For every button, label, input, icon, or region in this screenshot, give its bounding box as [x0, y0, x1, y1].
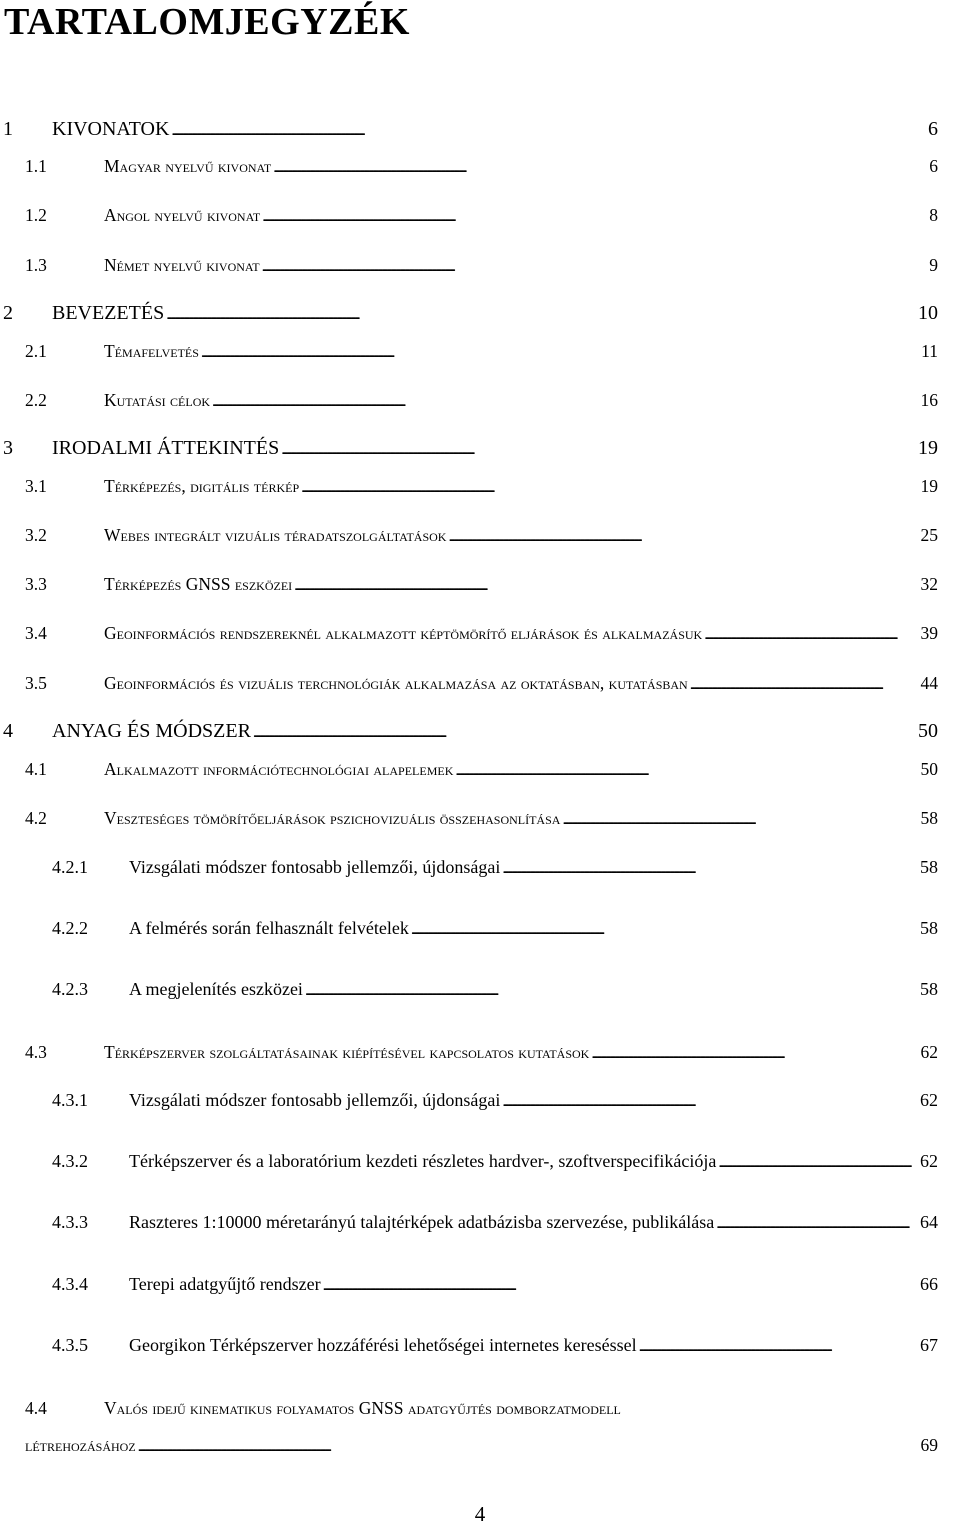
- toc-dot-leader: [502, 1090, 919, 1111]
- toc-entry-number: 4.3.3: [52, 1212, 88, 1232]
- toc-dot-leader: [690, 673, 920, 694]
- toc-entry-3-2[interactable]: [0, 525, 938, 549]
- toc-dot-leader: [262, 205, 928, 226]
- toc-entry-page: 62: [920, 1151, 938, 1171]
- toc-entry-4-3-1[interactable]: [0, 1090, 938, 1114]
- toc-entry-3[interactable]: [0, 437, 938, 463]
- toc-entry-title: BEVEZETÉS: [52, 302, 165, 324]
- toc-entry-number: 4.4: [25, 1398, 47, 1418]
- toc-entry-number: 2.1: [25, 341, 47, 361]
- toc-entry-title: Geoinformációs rendszereknél alkalmazott képtömörítő eljárások és alkalmazásuk: [104, 623, 703, 643]
- toc-entry-4-1[interactable]: [0, 759, 938, 783]
- page-title: TARTALOMJEGYZÉK: [4, 1, 410, 43]
- toc-entry-page: 67: [920, 1335, 938, 1355]
- toc-entry-title: Térképezés, digitális térkép: [104, 476, 300, 496]
- toc-entry-4-3-3[interactable]: [0, 1212, 938, 1236]
- toc-entry-1[interactable]: [0, 118, 938, 144]
- toc-entry-title: Vizsgálati módszer fontosabb jellemzői, újdonságai: [129, 1090, 501, 1110]
- toc-dot-leader: [716, 1212, 919, 1233]
- toc-entry-page: 19: [918, 437, 938, 459]
- toc-entry-number: 1.3: [25, 255, 47, 275]
- toc-entry-3-4[interactable]: [0, 623, 938, 647]
- toc-entry-title: Valós idejű kinematikus folyamatos GNSS adatgyűjtés domborzatmodell: [104, 1398, 621, 1418]
- toc-entry-number: 4.2.2: [52, 918, 88, 938]
- toc-entry-title: Térképszerver és a laboratórium kezdeti részletes hardver-, szoftverspecifikációja: [129, 1151, 717, 1171]
- toc-dot-leader: [704, 623, 919, 644]
- toc-dot-leader: [171, 118, 927, 141]
- toc-dot-leader: [294, 574, 919, 595]
- toc-entry-number: 1: [3, 118, 13, 140]
- toc-entry-4-4-line1[interactable]: [25, 1398, 621, 1419]
- toc-entry-title: A megjelenítés eszközei: [129, 979, 303, 999]
- toc-entry-title: Georgikon Térképszerver hozzáférési lehetőségei internetes kereséssel: [129, 1335, 637, 1355]
- toc-entry-title: Geoinformációs és vizuális terchnológiák alkalmazása az oktatásban, kutatásban: [104, 673, 688, 693]
- toc-dot-leader: [639, 1335, 919, 1356]
- toc-entry-page: 11: [921, 341, 938, 361]
- toc-entry-4-2-1[interactable]: [0, 857, 938, 881]
- toc-entry-2-2[interactable]: [0, 390, 938, 414]
- toc-entry-1-2[interactable]: [0, 205, 938, 229]
- toc-entry-number: 4.3.2: [52, 1151, 88, 1171]
- toc-entry-page: 50: [918, 720, 938, 742]
- toc-entry-page: 39: [920, 623, 938, 643]
- toc-entry-page: 58: [920, 979, 938, 999]
- toc-entry-number: 4.3: [25, 1042, 47, 1062]
- toc-dot-leader: [201, 341, 920, 362]
- toc-entry-number: 4.2.3: [52, 979, 88, 999]
- toc-entry-3-5[interactable]: [0, 673, 938, 697]
- page-number: 4: [474, 1502, 486, 1526]
- toc-entry-number: 4: [3, 720, 13, 742]
- toc-entry-4-3[interactable]: [0, 1042, 938, 1066]
- toc-entry-page: 9: [929, 255, 938, 275]
- toc-entry-page: 44: [920, 673, 938, 693]
- toc-entry-title: Térképezés GNSS eszközei: [104, 574, 293, 594]
- toc-entry-title: Raszteres 1:10000 méretarányú talajtérképek adatbázisba szervezése, publikálása: [129, 1212, 715, 1232]
- toc-entry-title: Vizsgálati módszer fontosabb jellemzői, újdonságai: [129, 857, 501, 877]
- toc-dot-leader: [138, 1435, 920, 1456]
- toc-dot-leader: [273, 156, 928, 177]
- toc-entry-4-2-2[interactable]: [0, 918, 938, 942]
- toc-entry-title: ANYAG ÉS MÓDSZER: [52, 720, 251, 742]
- toc-dot-leader: [262, 255, 929, 276]
- toc-entry-4-3-2[interactable]: [0, 1151, 938, 1175]
- toc-dot-leader: [166, 302, 917, 325]
- toc-entry-number: 3.1: [25, 476, 47, 496]
- toc-dot-leader: [591, 1042, 919, 1063]
- toc-entry-title: Webes integrált vizuális téradatszolgáltatások: [104, 525, 447, 545]
- toc-entry-number: 3.4: [25, 623, 47, 643]
- toc-entry-number: 1.2: [25, 205, 47, 225]
- toc-entry-title: Angol nyelvű kivonat: [104, 205, 261, 225]
- toc-entry-page: 16: [920, 390, 938, 410]
- toc-entry-number: 1.1: [25, 156, 47, 176]
- toc-entry-page: 50: [920, 759, 938, 779]
- toc-entry-number: 3.5: [25, 673, 47, 693]
- toc-dot-leader: [448, 525, 919, 546]
- toc-dot-leader: [305, 979, 919, 1000]
- toc-dot-leader: [301, 476, 919, 497]
- toc-entry-4-2[interactable]: [0, 808, 938, 832]
- toc-entry-title-continued: létrehozásához: [25, 1435, 136, 1455]
- toc-entry-2-1[interactable]: [0, 341, 938, 365]
- toc-entry-1-3[interactable]: [0, 255, 938, 279]
- toc-dot-leader: [718, 1151, 919, 1172]
- toc-entry-page: 6: [929, 156, 938, 176]
- toc-entry-2[interactable]: [0, 302, 938, 328]
- toc-entry-number: 3.2: [25, 525, 47, 545]
- toc-entry-page: 66: [920, 1274, 938, 1294]
- toc-entry-page: 69: [920, 1435, 938, 1455]
- toc-entry-1-1[interactable]: [0, 156, 938, 180]
- toc-entry-number: 4.1: [25, 759, 47, 779]
- toc-entry-title: KIVONATOK: [52, 118, 170, 140]
- toc-entry-title: Veszteséges tömörítőeljárások pszichovizuális összehasonlítása: [104, 808, 561, 828]
- toc-entry-page: 62: [920, 1042, 938, 1062]
- toc-entry-number: 4.2: [25, 808, 47, 828]
- toc-entry-3-3[interactable]: [0, 574, 938, 598]
- toc-entry-page: 64: [920, 1212, 938, 1232]
- toc-entry-page: 58: [920, 808, 938, 828]
- toc-entry-4-3-4[interactable]: [0, 1274, 938, 1298]
- toc-entry-number: 4.3.1: [52, 1090, 88, 1110]
- toc-entry-title: Alkalmazott információtechnológiai alapelemek: [104, 759, 454, 779]
- toc-dot-leader: [281, 437, 917, 460]
- toc-entry-title: Terepi adatgyűjtő rendszer: [129, 1274, 321, 1294]
- toc-entry-title: IRODALMI ÁTTEKINTÉS: [52, 437, 280, 459]
- toc-entry-number: 2: [3, 302, 13, 324]
- toc-dot-leader: [562, 808, 919, 829]
- toc-entry-4[interactable]: [0, 720, 938, 746]
- toc-dot-leader: [411, 918, 919, 939]
- toc-entry-title: Magyar nyelvű kivonat: [104, 156, 272, 176]
- toc-entry-page: 6: [928, 118, 938, 140]
- toc-entry-number: 2.2: [25, 390, 47, 410]
- toc-entry-number: 4.3.4: [52, 1274, 88, 1294]
- toc-entry-page: 58: [920, 857, 938, 877]
- toc-entry-page: 32: [920, 574, 938, 594]
- toc-entry-page: 62: [920, 1090, 938, 1110]
- toc-entry-page: 19: [920, 476, 938, 496]
- toc-dot-leader: [212, 390, 919, 411]
- toc-entry-title: A felmérés során felhasznált felvételek: [129, 918, 409, 938]
- toc-dot-leader: [502, 857, 919, 878]
- toc-entry-number: 4.2.1: [52, 857, 88, 877]
- toc-entry-number: 3: [3, 437, 13, 459]
- toc-entry-number: 4.3.5: [52, 1335, 88, 1355]
- toc-entry-3-1[interactable]: [0, 476, 938, 500]
- toc-entry-4-4-line2[interactable]: [0, 1435, 938, 1459]
- toc-dot-leader: [323, 1274, 919, 1295]
- toc-entry-page: 25: [920, 525, 938, 545]
- toc-dot-leader: [455, 759, 919, 780]
- toc-entry-title: Térképszerver szolgáltatásainak kiépítésével kapcsolatos kutatások: [104, 1042, 590, 1062]
- toc-entry-page: 8: [929, 205, 938, 225]
- toc-dot-leader: [253, 720, 917, 743]
- toc-entry-number: 3.3: [25, 574, 47, 594]
- toc-entry-title: Német nyelvű kivonat: [104, 255, 260, 275]
- toc-entry-page: 58: [920, 918, 938, 938]
- toc-entry-title: Kutatási célok: [104, 390, 211, 410]
- toc-entry-title: Témafelvetés: [104, 341, 199, 361]
- toc-entry-4-3-5[interactable]: [0, 1335, 938, 1359]
- toc-entry-4-2-3[interactable]: [0, 979, 938, 1003]
- toc-entry-page: 10: [918, 302, 938, 324]
